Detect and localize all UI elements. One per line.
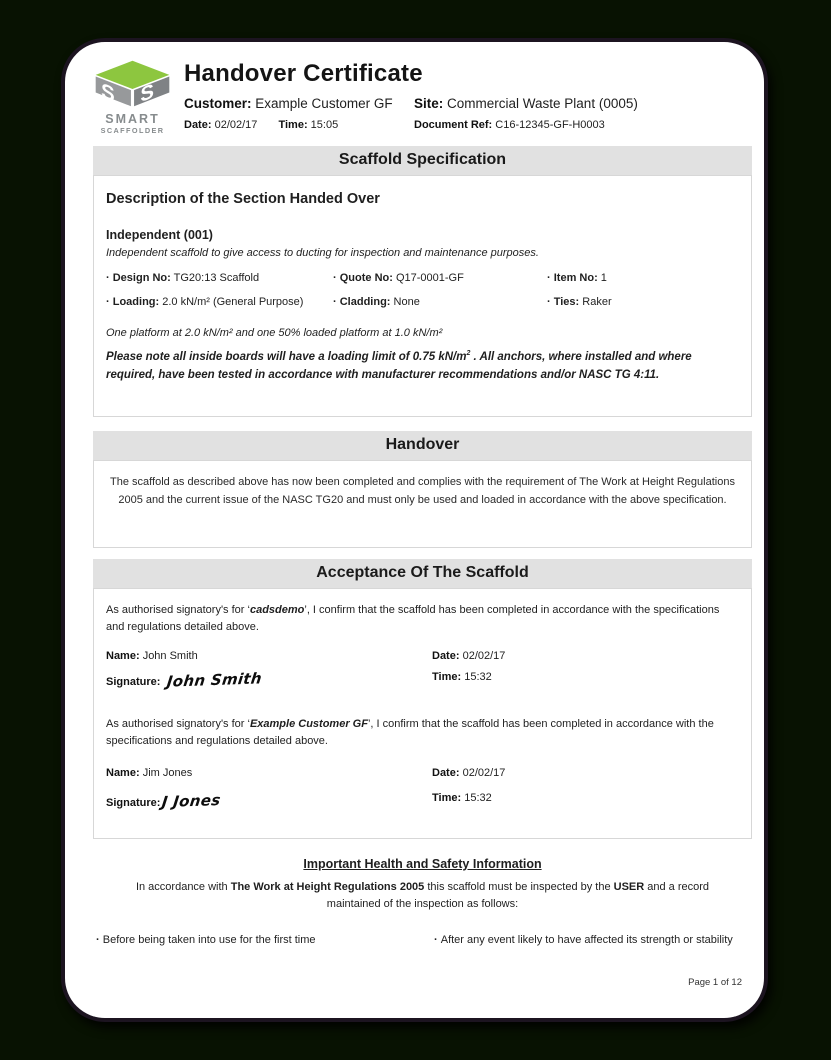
signatory-2-date: Date: 02/02/17 [432, 767, 506, 780]
site-label: Site: [414, 96, 444, 111]
logo-brand-line1: SMART [105, 112, 160, 126]
docref-field [414, 119, 752, 131]
spec-item-design-no: · Design No: TG20:13 Scaffold [106, 271, 333, 286]
time-value: 15:05 [310, 119, 339, 132]
signatory-1-name: Name: John Smith [106, 650, 198, 663]
time-field [278, 119, 338, 131]
health-safety-bullets [93, 934, 752, 946]
hs-bullet-first-use: · Before being taken into use for the first time [96, 934, 434, 946]
time-label: Time: [278, 119, 308, 132]
signatory-statement-1: As authorised signatory's for ‘cadsdemo’, I confirm that the scaffold has been completed in accordance with the specifications and regulations detailed above. [106, 604, 720, 634]
inside-boards-note: Please note all inside boards will have a loading limit of 0.75 $kN/m^2$ . All anchors, where installed and where required, have been tested in accordance with manufacturer recommendations and/or NASC TG 4:11. [106, 349, 692, 381]
signatory-statement-2: As authorised signatory's for ‘Example Customer GF’, I confirm that the scaffold has been completed in accordance with the specifications and regulations detailed above. [106, 718, 714, 748]
site-value: Commercial Waste Plant (0005) [447, 96, 638, 111]
customer-site-row [184, 95, 752, 112]
date-docref-row [184, 119, 752, 131]
date-label: Date: [184, 119, 212, 132]
health-safety-statement: In accordance with The Work at Height Regulations 2005 this scaffold must be inspected by the USER and a record maintained of the inspection as follows: [135, 881, 710, 911]
spec-item-loading: · Loading: 2.0 kN/m² (General Purpose) [106, 295, 333, 310]
acceptance-section [93, 588, 752, 839]
signatory-party-2: Example Customer GF [249, 718, 368, 731]
svg-text:S: S [101, 79, 115, 107]
signatory-1-time: Time: 15:32 [432, 671, 492, 684]
handover-section [93, 460, 752, 548]
handover-statement: The scaffold as described above has now been completed and complies with the requirement of The Work at Height Regulations 2005 and the current issue of the NASC TG20 and must only be used and loaded in accordance with the above specification. [110, 476, 735, 506]
signatory-party-1: cadsdemo [249, 604, 305, 616]
signatory-1-name-date-row [106, 650, 739, 662]
page-title: Handover Certificate [184, 60, 423, 87]
signatory-2-name-date-row [106, 767, 739, 779]
section-header-scaffold-specification: Scaffold Specification [93, 146, 752, 175]
spec-item-item-no: · Item No: 1 [547, 271, 739, 286]
spec-item-cladding: · Cladding: None [333, 295, 547, 310]
section-header-handover: Handover [93, 431, 752, 460]
health-safety-title: Important Health and Safety Information [303, 857, 542, 871]
spec-item-quote-no: · Quote No: Q17-0001-GF [333, 271, 547, 286]
date-value: 02/02/17 [214, 119, 258, 132]
platform-loading-note: One platform at 2.0 kN/m² and one 50% loaded platform at 1.0 kN/m² [106, 326, 443, 339]
customer-label: Customer: [184, 96, 252, 111]
spec-attributes-grid [106, 271, 739, 311]
spec-subheading: Independent (001) [106, 228, 213, 242]
spec-item-ties: · Ties: Raker [547, 295, 739, 310]
section-header-acceptance: Acceptance Of The Scaffold [93, 559, 752, 588]
date-time-field [184, 119, 396, 131]
logo-cube-icon [93, 60, 172, 107]
signatory-2-signature-time-row [106, 792, 739, 810]
page-number: Page 1 of 12 [688, 977, 742, 988]
signatory-2-signature: Signature:J Jones [106, 791, 223, 812]
scaffold-specification-section [93, 175, 752, 417]
signatory-2-time: Time: 15:32 [432, 792, 492, 805]
signatory-1-signature: Signature: John Smith [106, 669, 264, 691]
logo-brand-line2: SCAFFOLDER [100, 126, 165, 135]
document-header [93, 60, 752, 135]
spec-description: Independent scaffold to give access to ducting for inspection and maintenance purposes. [106, 247, 539, 259]
docref-label: Document Ref: [414, 119, 493, 132]
header-main [184, 60, 752, 135]
spec-heading: Description of the Section Handed Over [106, 191, 380, 207]
docref-value: C16-12345-GF-H0003 [495, 119, 605, 132]
customer-value: Example Customer GF [255, 96, 393, 111]
hs-bullet-after-event: · After any event likely to have affected its strength or stability [434, 934, 752, 946]
signatory-2-name: Name: Jim Jones [106, 767, 193, 780]
site-field [414, 95, 752, 112]
customer-field [184, 95, 396, 112]
signatory-1-signature-time-row [106, 671, 739, 689]
smart-scaffolder-logo [93, 60, 172, 135]
signature-handwriting-2: J Jones [161, 791, 223, 812]
signature-handwriting-1: John Smith [166, 669, 264, 691]
signatory-1-date: Date: 02/02/17 [432, 650, 506, 663]
certificate-page [61, 38, 768, 1022]
svg-text:S: S [140, 79, 154, 107]
